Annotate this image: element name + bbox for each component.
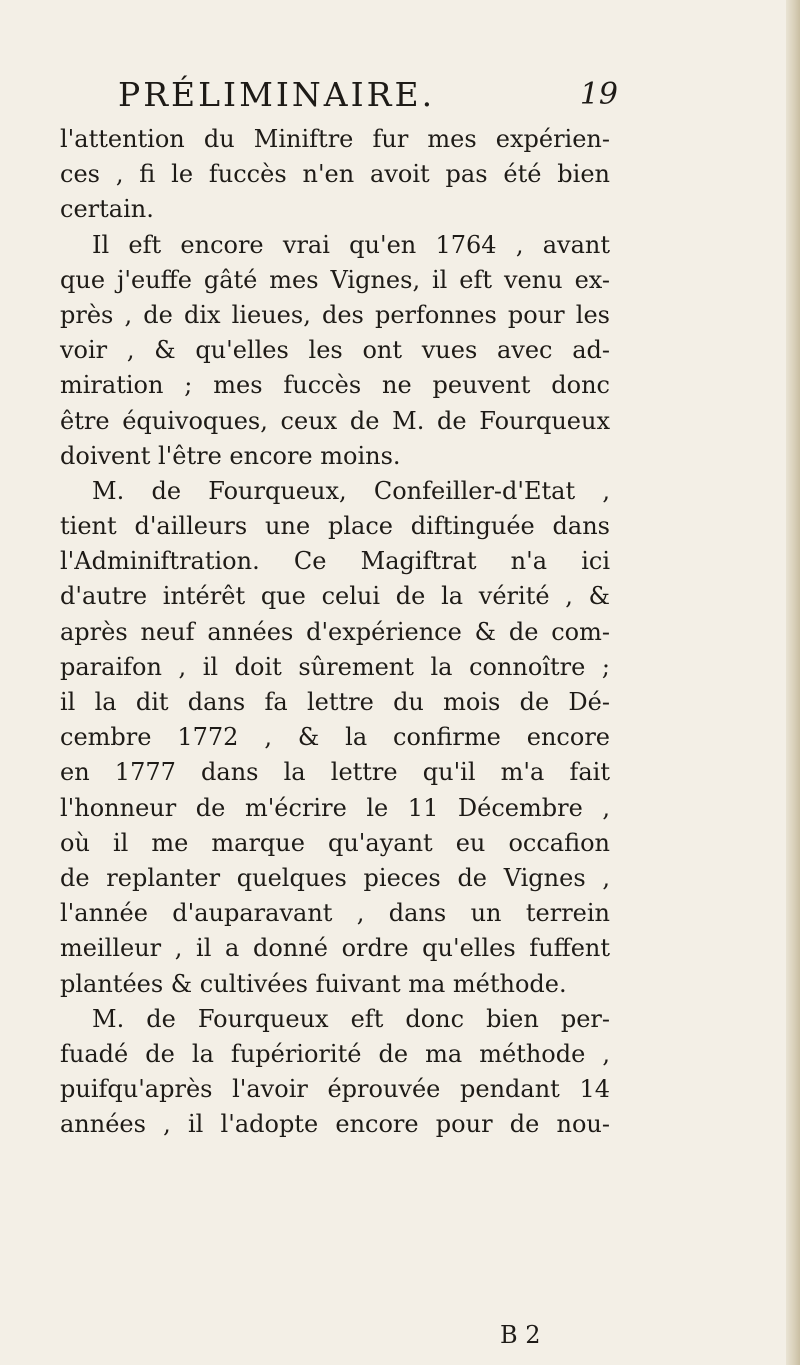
text-line: l'attention du Miniftre fur mes expérien-: [60, 125, 610, 153]
text-line: après neuf années d'expérience & de com-: [60, 617, 610, 646]
page-header: [118, 70, 618, 120]
text-line: il la dit dans fa lettre du mois de Dé-: [60, 688, 610, 716]
text-line: années , il l'adopte encore pour de nou-: [60, 1110, 610, 1139]
text-line: l'honneur de m'écrire le 11 Décembre ,: [60, 793, 610, 822]
text-line: fuadé de la fupériorité de ma méthode ,: [60, 1039, 610, 1068]
text-line: miration ; mes fuccès ne peuvent donc: [60, 371, 610, 400]
text-line: en 1777 dans la lettre qu'il m'a fait: [60, 758, 610, 787]
text-line: d'autre intérêt que celui de la vérité , &: [60, 582, 610, 611]
signature-mark: B 2: [500, 1321, 541, 1349]
text-line: tient d'ailleurs une place diftinguée dans: [60, 512, 610, 541]
text-line: cembre 1772 , & la confirme encore: [60, 723, 610, 752]
text-line: certain.: [60, 195, 154, 224]
text-line: meilleur , il a donné ordre qu'elles fuffent: [60, 934, 610, 963]
page-number: 19: [579, 77, 618, 112]
text-line: près , de dix lieues, des perfonnes pour les: [60, 300, 610, 329]
page-edge: [786, 0, 800, 1365]
text-line: l'Adminiftration. Ce Magiftrat n'a ici: [60, 547, 610, 576]
text-line: ces , fi le fuccès n'en avoit pas été bien: [60, 160, 610, 189]
text-line: être équivoques, ceux de M. de Fourqueux: [60, 406, 610, 435]
text-line: plantées & cultivées fuivant ma méthode.: [60, 969, 567, 998]
text-line: puifqu'après l'avoir éprouvée pendant 14: [60, 1075, 610, 1104]
text-line: doivent l'être encore moins.: [60, 441, 401, 470]
text-line: que j'euffe gâté mes Vignes, il eft venu ex-: [60, 265, 610, 294]
running-title: PRÉLIMINAIRE.: [118, 75, 436, 114]
text-line: M. de Fourqueux eft donc bien per-: [92, 1004, 610, 1033]
text-line: M. de Fourqueux, Confeiller-d'Etat ,: [92, 476, 610, 505]
text-body: [60, 122, 610, 1142]
text-line: où il me marque qu'ayant eu occafion: [60, 828, 610, 857]
text-line: de replanter quelques pieces de Vignes ,: [60, 863, 610, 892]
text-line: voir , & qu'elles les ont vues avec ad-: [60, 336, 610, 365]
text-line: l'année d'auparavant , dans un terrein: [60, 899, 610, 928]
text-line: Il eft encore vrai qu'en 1764 , avant: [92, 230, 610, 259]
text-line: paraifon , il doit sûrement la connoître ;: [60, 652, 610, 681]
